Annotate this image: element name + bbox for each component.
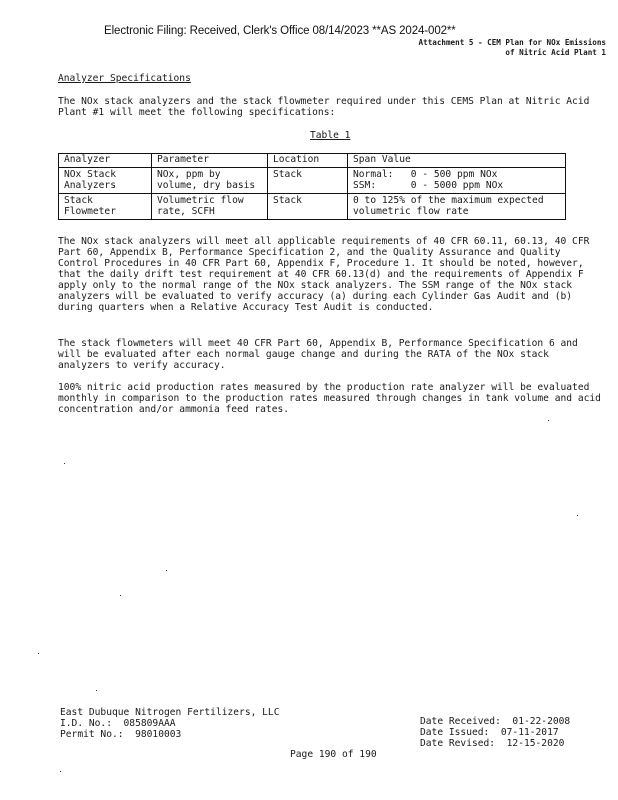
span-cell: [348, 168, 566, 194]
column-header: Span Value: [348, 154, 566, 168]
scan-speck: [120, 595, 121, 596]
table-row: [59, 194, 566, 220]
attachment-line-2: of Nitric Acid Plant 1: [505, 48, 606, 57]
span-cell: 0 to 125% of the maximum expected volumetric flow rate: [348, 194, 566, 220]
scan-speck: [64, 463, 65, 464]
footer-company-block: [60, 707, 280, 740]
scan-speck: [577, 515, 578, 516]
parameter-cell: Volumetric flow rate, SCFH: [152, 194, 268, 220]
company-name: East Dubuque Nitrogen Fertilizers, LLC: [60, 707, 280, 718]
column-header: Location: [268, 154, 348, 168]
date-revised: Date Revised: 12-15-2020: [420, 738, 565, 749]
table-header-row: [59, 154, 566, 168]
body-paragraph: The stack flowmeters will meet 40 CFR Part 60, Appendix B, Performance Specification 6 and will be evaluated after each normal gauge change and during the RATA of the NOx stack analyzers to verify accuracy.: [58, 338, 578, 371]
scan-speck: [96, 690, 97, 691]
column-header: Analyzer: [59, 154, 152, 168]
date-issued: Date Issued: 07-11-2017: [420, 727, 559, 738]
location-cell: Stack: [268, 194, 348, 220]
table-title: Table 1: [310, 130, 351, 141]
permit-number: Permit No.: 98010003: [60, 729, 182, 740]
scan-speck: [60, 771, 61, 772]
section-heading: Analyzer Specifications: [58, 73, 191, 84]
attachment-line-1: Attachment 5 - CEM Plan for NOx Emissions: [418, 38, 606, 47]
span-normal: Normal: 0 - 500 ppm NOx: [353, 169, 498, 180]
column-header: Parameter: [152, 154, 268, 168]
body-paragraph: The NOx stack analyzers will meet all applicable requirements of 40 CFR 60.11, 60.13, 40 CFR Part 60, Appendix B, Performance Specification 2, and the Quality Assurance and Quality Control Procedures in 40 CFR Part 60, Appendix F, Procedure 1. It should be noted, however, that the daily drift test requirement at 40 CFR 60.13(d) and the requirements of Appendix F apply only to the normal range of the NOx stack analyzers. The SSM range of the NOx stack analyzers will be evaluated to verify accuracy (a) during each Cylinder Gas Audit and (b) during quarters when a Relative Accuracy Test Audit is conducted.: [58, 236, 590, 313]
span-ssm: SSM: 0 - 5000 ppm NOx: [353, 180, 504, 191]
analyzer-cell: NOx Stack Analyzers: [59, 168, 152, 194]
body-paragraph: 100% nitric acid production rates measured by the production rate analyzer will be evaluated monthly in comparison to the production rates measured through changes in tank volume and acid concentration and/or ammonia feed rates.: [58, 382, 601, 415]
scan-speck: [38, 653, 39, 654]
table-row: [59, 168, 566, 194]
page-number: Page 190 of 190: [290, 749, 377, 760]
filing-stamp: Electronic Filing: Received, Clerk's Office 08/14/2023 **AS 2024-002**: [104, 25, 456, 37]
date-received: Date Received: 01-22-2008: [420, 716, 571, 727]
specifications-table: [58, 153, 566, 220]
id-number: I.D. No.: 085809AAA: [60, 718, 176, 729]
scan-speck: [548, 420, 549, 421]
attachment-header: [419, 38, 606, 58]
footer-dates-block: [420, 716, 570, 749]
parameter-cell: NOx, ppm by volume, dry basis: [152, 168, 268, 194]
analyzer-cell: Stack Flowmeter: [59, 194, 152, 220]
location-cell: Stack: [268, 168, 348, 194]
intro-paragraph: The NOx stack analyzers and the stack flowmeter required under this CEMS Plan at Nitric Acid Plant #1 will meet the following specifications:: [58, 96, 590, 118]
scan-speck: [166, 570, 167, 571]
